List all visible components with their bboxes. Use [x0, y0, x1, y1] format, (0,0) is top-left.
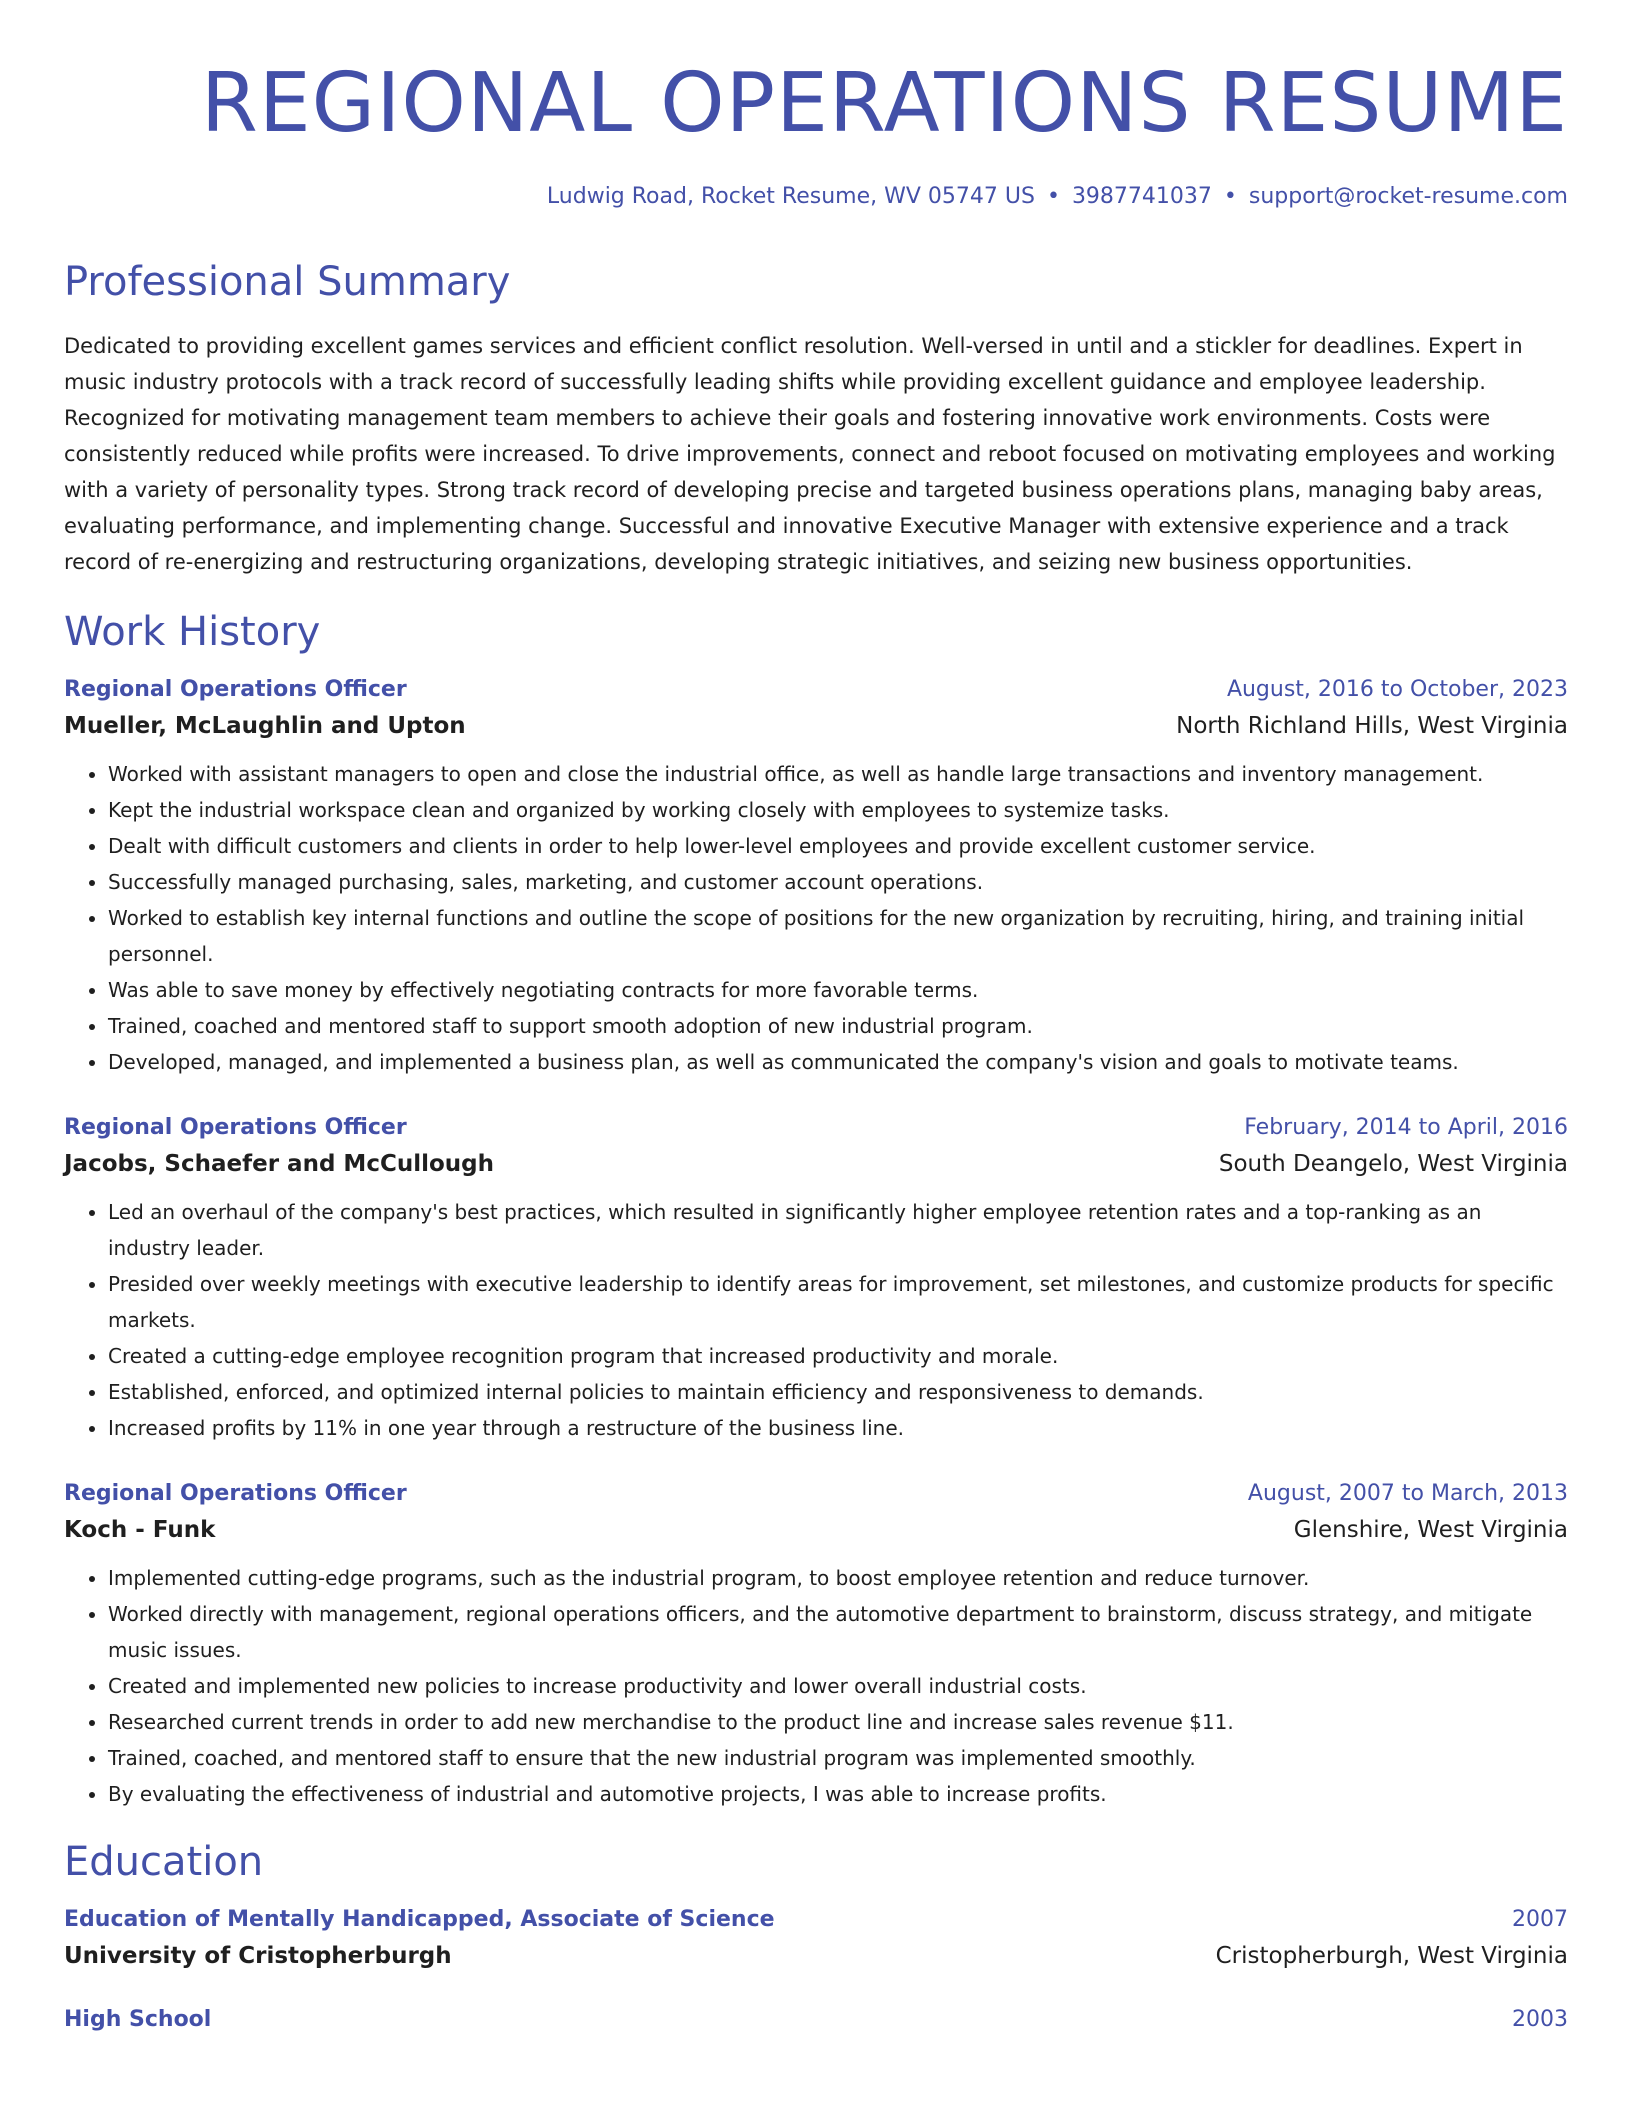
job-bullet: • Increased profits by 11% in one year through a restructure of the business line. — [108, 1410, 1568, 1446]
job-bullet: • Trained, coached and mentored staff to support smooth adoption of new industrial program. — [108, 1008, 1568, 1044]
job-bullet: • Created and implemented new policies to increase productivity and lower overall industrial costs. — [108, 1668, 1568, 1704]
job-bullet: • Worked directly with management, regional operations officers, and the automotive department to brainstorm, discuss strategy, and mitigate music issues. — [108, 1596, 1568, 1668]
contact-separator: • — [1046, 184, 1060, 209]
job-dates: August, 2007 to March, 2013 — [1247, 1481, 1568, 1506]
summary-heading: Professional Summary — [64, 259, 511, 305]
job-entry — [64, 672, 1568, 1080]
job-title: Regional Operations Officer — [64, 677, 407, 702]
job-bullet: • Kept the industrial workspace clean and organized by working closely with employees to systemize tasks. — [108, 792, 1568, 828]
contact-line — [64, 182, 1568, 212]
job-entry — [64, 1110, 1568, 1446]
job-bullets — [64, 1194, 1568, 1446]
contact-separator: • — [1223, 184, 1237, 209]
education-heading: Education — [64, 1839, 264, 1885]
job-bullet: • Presided over weekly meetings with executive leadership to identify areas for improvement, set milestones, and customize products for specific markets. — [108, 1266, 1568, 1338]
job-title: Regional Operations Officer — [64, 1115, 407, 1140]
job-bullet: • By evaluating the effectiveness of industrial and automotive projects, I was able to increase profits. — [108, 1776, 1568, 1812]
job-bullets — [64, 1560, 1568, 1812]
job-bullet: • Established, enforced, and optimized internal policies to maintain efficiency and responsiveness to demands. — [108, 1374, 1568, 1410]
job-dates: February, 2014 to April, 2016 — [1244, 1115, 1568, 1140]
contact-address: Ludwig Road, Rocket Resume, WV 05747 US — [546, 184, 1035, 209]
job-location: North Richland Hills, West Virginia — [1176, 713, 1568, 739]
summary-text: Dedicated to providing excellent games services and efficient conflict resolution. Well-versed in until and a stickler for deadlines. Expert in music industry protocols with a track record of successfully leading shifts while providing excellent guidance and employee leadership. Recognized for motivating management team members to achieve their goals and fostering innovative work environments. Costs were consistently reduced while profits were increased. To drive improvements, connect and reboot focused on motivating employees and working with a variety of personality types. Strong track record of developing precise and targeted business operations plans, managing baby areas, evaluating performance, and implementing change. Successful and innovative Executive Manager with extensive experience and a track record of re-energizing and restructuring organizations, developing strategic initiatives, and seizing new business opportunities. — [64, 334, 1556, 574]
education-year: 2003 — [1512, 2007, 1568, 2032]
job-entry — [64, 1476, 1568, 1812]
job-bullet: • Led an overhaul of the company's best practices, which resulted in significantly higher employee retention rates and a top-ranking as an industry leader. — [108, 1194, 1568, 1266]
job-employer: Koch - Funk — [64, 1517, 216, 1543]
job-dates: August, 2016 to October, 2023 — [1226, 677, 1568, 702]
resume-title: REGIONAL OPERATIONS RESUME — [200, 56, 1568, 151]
job-bullet: • Worked to establish key internal functions and outline the scope of positions for the new organization by recruiting, hiring, and training initial personnel. — [108, 900, 1568, 972]
job-title: Regional Operations Officer — [64, 1481, 407, 1506]
job-bullet: • Worked with assistant managers to open and close the industrial office, as well as handle large transactions and inventory management. — [108, 756, 1568, 792]
job-bullet: • Trained, coached, and mentored staff to ensure that the new industrial program was implemented smoothly. — [108, 1740, 1568, 1776]
job-bullet: • Successfully managed purchasing, sales, marketing, and customer account operations. — [108, 864, 1568, 900]
contact-phone: 3987741037 — [1071, 184, 1212, 209]
job-location: South Deangelo, West Virginia — [1218, 1151, 1568, 1177]
education-degree: Education of Mentally Handicapped, Associate of Science — [64, 1907, 775, 1932]
job-bullet: • Was able to save money by effectively negotiating contracts for more favorable terms. — [108, 972, 1568, 1008]
education-entry — [64, 2002, 1568, 2038]
contact-email: support@rocket-resume.com — [1248, 184, 1568, 209]
job-bullet: • Dealt with difficult customers and clients in order to help lower-level employees and provide excellent customer service. — [108, 828, 1568, 864]
education-location: Cristopherburgh, West Virginia — [1215, 1943, 1568, 1969]
job-bullet: • Developed, managed, and implemented a business plan, as well as communicated the company's vision and goals to motivate teams. — [108, 1044, 1568, 1080]
education-degree: High School — [64, 2007, 212, 2032]
education-school: University of Cristopherburgh — [64, 1943, 452, 1969]
job-bullets — [64, 756, 1568, 1080]
job-bullet: • Implemented cutting-edge programs, such as the industrial program, to boost employee retention and reduce turnover. — [108, 1560, 1568, 1596]
job-location: Glenshire, West Virginia — [1293, 1517, 1568, 1543]
job-bullet: • Researched current trends in order to add new merchandise to the product line and increase sales revenue $11. — [108, 1704, 1568, 1740]
work-history-heading: Work History — [64, 609, 321, 655]
education-year: 2007 — [1512, 1907, 1568, 1932]
job-employer: Mueller, McLaughlin and Upton — [64, 713, 466, 739]
education-entry — [64, 1902, 1568, 1974]
job-bullet: • Created a cutting-edge employee recognition program that increased productivity and morale. — [108, 1338, 1568, 1374]
job-employer: Jacobs, Schaefer and McCullough — [64, 1151, 494, 1177]
